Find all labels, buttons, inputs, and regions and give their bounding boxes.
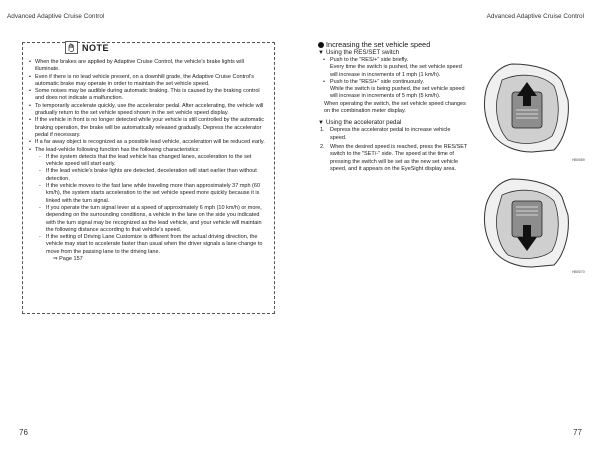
figure-code: HB0070 [572,270,585,274]
step-number: 1. [320,127,325,134]
res-set-switch-up-illustration [472,60,572,159]
bullet-dot-icon [318,42,324,48]
note-subitem: - If the lead vehicle's brake lights are detected, deceleration will start earlier than without detection. [39,168,270,183]
numbered-step [318,127,468,142]
running-header-right: Advanced Adaptive Cruise Control [486,13,584,20]
step-number: 2. [320,143,325,150]
note-item: • If the vehicle in front is no longer detected while your vehicle is still controlled by the automatic braking operation, the brake will be automatically released gradually. Depress the accelerator pedal if necessary. [29,117,270,139]
note-subitem: - If the system detects that the lead vehicle has changed lanes, acceleration to the set vehicle speed will start early. [39,154,270,169]
note-item: • To temporarily accelerate quickly, use the accelerator pedal. After accelerating, the vehicle will gradually return to the set vehicle speed shown in the set vehicle speed display. [29,103,270,118]
note-box [22,42,275,314]
subsection-heading [318,49,468,57]
right-page-content [318,40,468,173]
triangle-down-icon: ▼ [318,50,324,56]
page-number-left: 76 [19,428,28,437]
page-reference-link[interactable]: ⇒ Page 157 [53,256,83,263]
numbered-step [318,144,468,173]
instruction-text: While the switch is being pushed, the set vehicle speed will increase in increments of 5 mph (5 km/h). [330,86,465,100]
running-header-left: Advanced Adaptive Cruise Control [7,13,105,20]
note-list [29,59,270,263]
subsection-title: Using the RES/SET switch [325,49,400,56]
res-set-switch-down-illustration [472,175,572,274]
note-item-text: The lead-vehicle following function has the following characteristics: [35,146,200,153]
note-item: • If a far away object is recognized as a possible lead vehicle, acceleration will be reduced early. [29,139,270,146]
note-item: • Some noises may be audible during automatic braking. This is caused by the braking control and does not indicate a malfunction. [29,88,270,103]
note-heading [65,41,109,54]
instruction-bullet: • Push to the "RES/+" side briefly. [318,57,468,64]
instruction-bullet: • Push to the "RES/+" side continuously. [318,79,468,86]
subsection-heading [318,119,468,127]
note-sublist [35,154,270,263]
note-item: • When the brakes are applied by Adaptive Cruise Control, the vehicle's brake lights will illuminate. [29,59,270,74]
section-title: Increasing the set vehicle speed [326,40,431,49]
note-subitem: - If the vehicle moves to the fast lane while traveling more than approximately 37 mph (60 km/h), the system starts acceleration to the set vehicle speed more quickly because it is linked with the turn signal. [39,183,270,205]
note-item-with-subitems [29,147,270,264]
note-hand-icon [65,41,78,54]
note-subitem: - If you operate the turn signal lever at a speed of approximately 6 mph (10 km/h) or more, depending on the surrounding conditions, a vehicle in the lane on the side you indicated with the turn signal may be recognized as the lead vehicle, and your vehicle will maintain the following distance according to that vehicle's speed. [39,205,270,234]
note-subitem-text: If the setting of Driving Lane Customize is different from the actual driving direction, the vehicle may start to accelerate faster than usual when the driver signals a lane change to move from the passing lane to the driving lane. [46,234,263,255]
subsection-title: Using the accelerator pedal [325,119,402,127]
step-text: Depress the accelerator pedal to increase vehicle speed. [330,127,451,141]
instruction-text: Every time the switch is pushed, the set vehicle speed will increase in increments of 1 mph (1 km/h). [330,64,462,78]
page-number-right: 77 [573,428,582,437]
step-text: When the desired speed is reached, press the RES/SET switch to the "SET/-" side. The speed at the time of pressing the switch will be set as the new set vehicle speed, and it appears on the EyeSight display area. [330,143,468,172]
note-subitem [39,234,270,263]
note-item: • Even if there is no lead vehicle present, on a downhill grade, the Adaptive Cruise Control's automatic brake may operate in order to maintain the set vehicle speed. [29,74,270,89]
triangle-down-icon: ▼ [318,120,324,127]
section-heading [318,40,468,49]
operating-note: When operating the switch, the set vehicle speed changes on the combination meter display. [324,100,466,115]
note-title: NOTE [82,42,110,53]
figure-code: HB0069 [572,158,585,162]
